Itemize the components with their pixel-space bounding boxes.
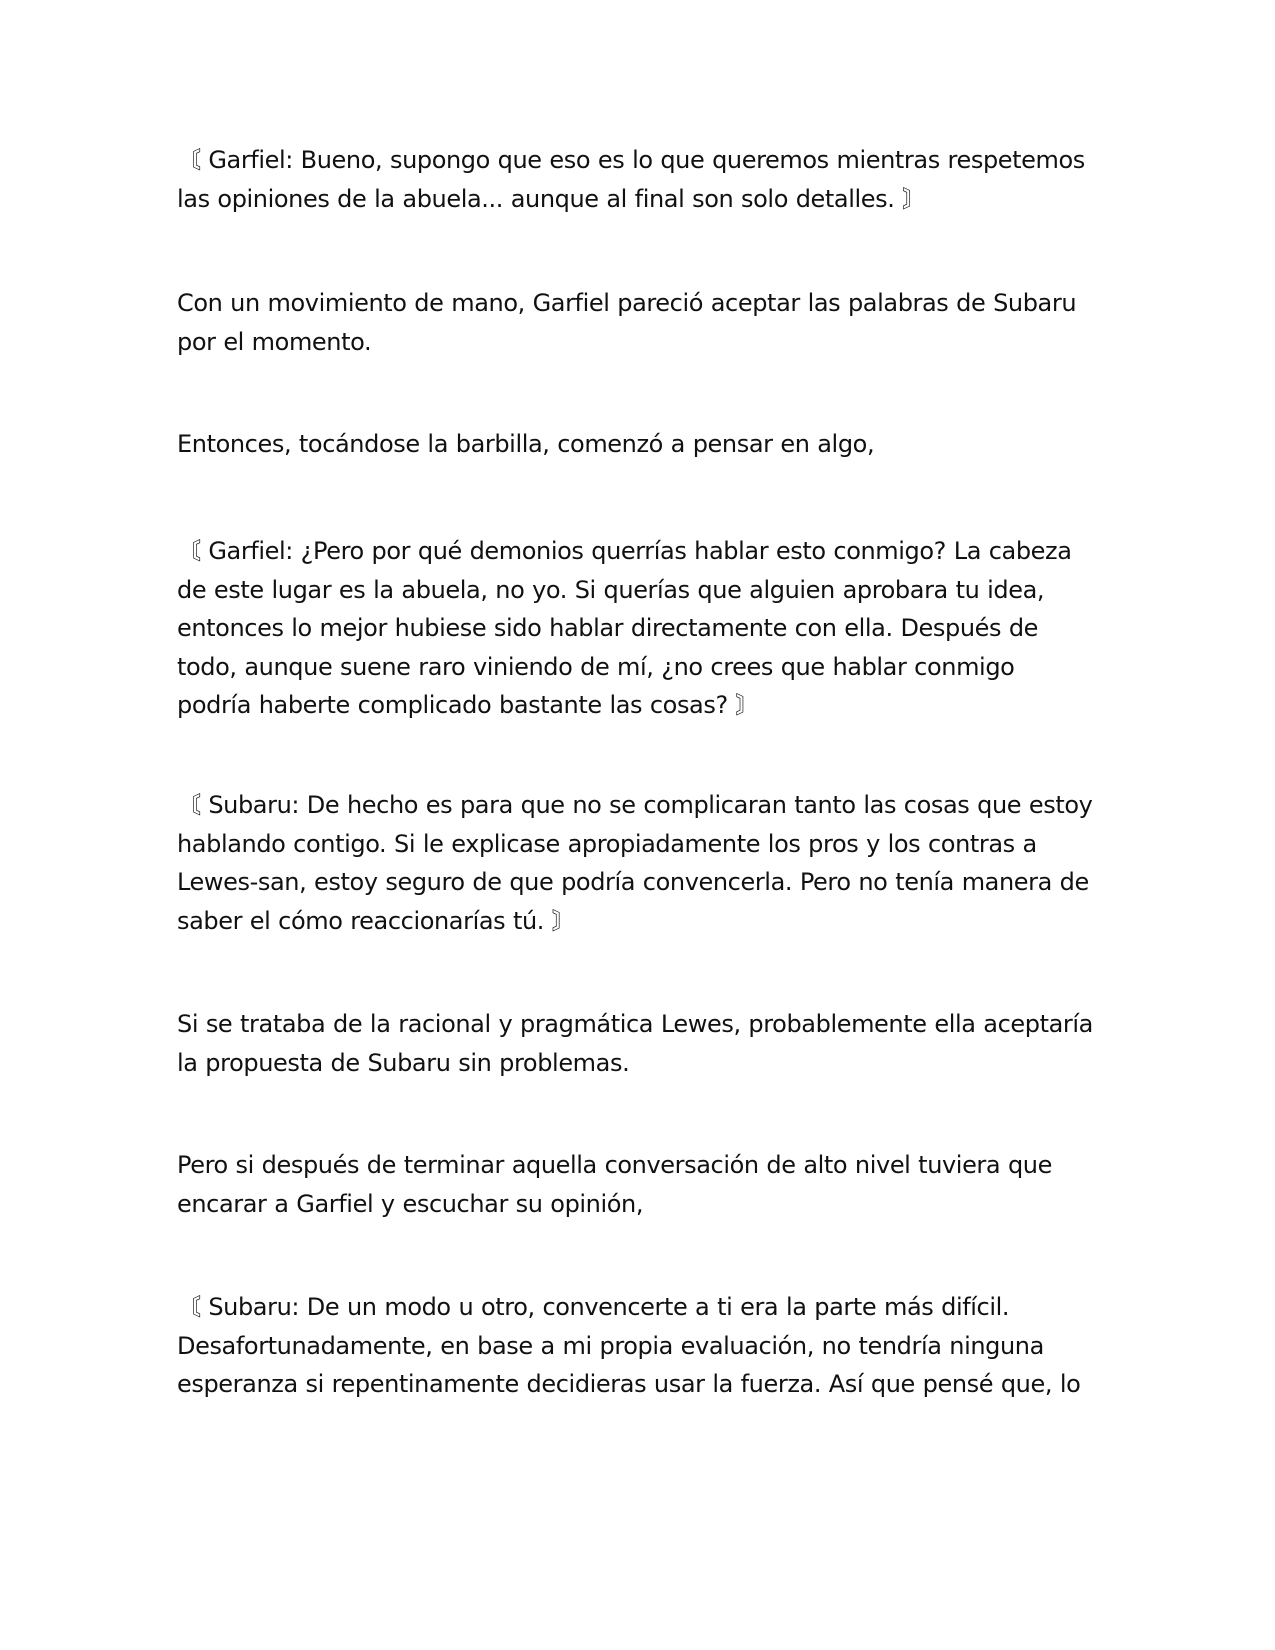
text-line: hablando contigo. Si le explicase apropiadamente los pros y los contras a [177, 829, 1037, 858]
paragraph-2 [177, 284, 1107, 361]
text-line: 〘 Garfiel: ¿Pero por qué demonios querrías hablar esto conmigo? La cabeza [177, 537, 1072, 565]
text-line: Lewes-san, estoy seguro de que podría convencerla. Pero no tenía manera de [177, 868, 1089, 896]
text-line: saber el cómo reaccionarías tú. 〙 [177, 906, 576, 935]
text-line: Con un movimiento de mano, Garfiel pareció aceptar las palabras de Subaru [177, 289, 1077, 317]
text-line: las opiniones de la abuela... aunque al final son solo detalles. 〙 [177, 184, 926, 213]
text-line: por el momento. [177, 327, 372, 356]
text-line: 〘 Garfiel: Bueno, supongo que eso es lo que queremos mientras respetemos [177, 146, 1085, 174]
text-line: 〘 Subaru: De hecho es para que no se complicaran tanto las cosas que estoy [177, 791, 1093, 819]
text-line: entonces lo mejor hubiese sido hablar directamente con ella. Después de [177, 614, 1039, 642]
text-line: 〘 Subaru: De un modo u otro, convencerte a ti era la parte más difícil. [177, 1293, 1010, 1321]
paragraph-3 [177, 425, 1107, 464]
paragraph-1 [177, 141, 1107, 218]
paragraph-7 [177, 1146, 1107, 1223]
paragraph-5 [177, 786, 1107, 940]
paragraph-4 [177, 532, 1107, 725]
text-line: todo, aunque suene raro viniendo de mí, ¿no crees que hablar conmigo [177, 652, 1015, 681]
text-line: Si se trataba de la racional y pragmática Lewes, probablemente ella aceptaría [177, 1010, 1093, 1038]
text-line: esperanza si repentinamente decidieras usar la fuerza. Así que pensé que, lo [177, 1370, 1081, 1398]
text-line: Entonces, tocándose la barbilla, comenzó a pensar en algo, [177, 430, 875, 458]
text-line: Desafortunadamente, en base a mi propia evaluación, no tendría ninguna [177, 1331, 1044, 1360]
text-line: podría haberte complicado bastante las cosas? 〙 [177, 691, 760, 719]
paragraph-8 [177, 1288, 1107, 1404]
text-line: encarar a Garfiel y escuchar su opinión, [177, 1189, 644, 1218]
paragraph-6 [177, 1005, 1107, 1082]
text-line: la propuesta de Subaru sin problemas. [177, 1048, 630, 1077]
text-line: de este lugar es la abuela, no yo. Si querías que alguien aprobara tu idea, [177, 575, 1045, 604]
text-line: Pero si después de terminar aquella conversación de alto nivel tuviera que [177, 1151, 1052, 1179]
